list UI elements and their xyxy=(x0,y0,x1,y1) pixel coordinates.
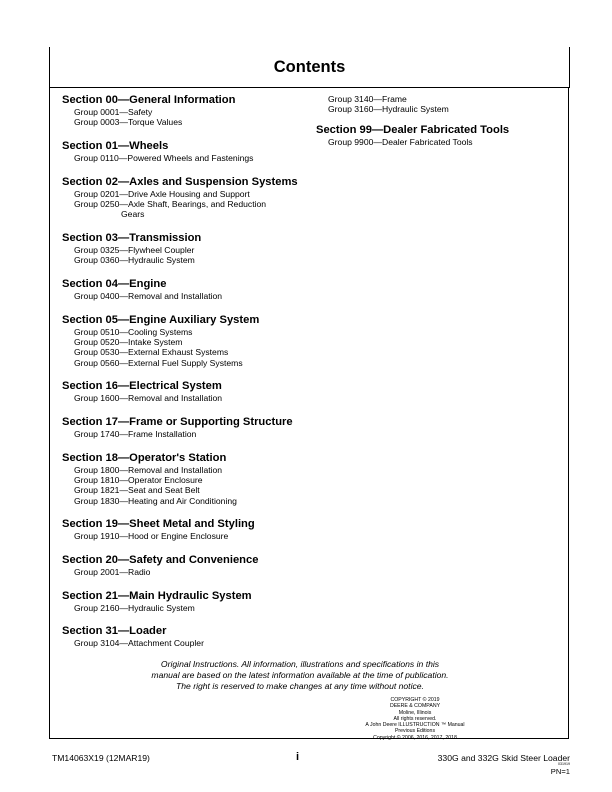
group-0001[interactable]: Group 0001—Safety xyxy=(74,107,153,117)
group-0003[interactable]: Group 0003—Torque Values xyxy=(74,117,183,128)
section-title[interactable]: Section 04—Engine xyxy=(62,278,167,290)
section-title[interactable]: Section 31—Loader xyxy=(62,625,167,638)
footer-product: 330G and 332G Skid Steer Loader xyxy=(437,753,570,763)
page-title: Contents xyxy=(273,58,346,76)
section-17 xyxy=(62,416,312,439)
section-18 xyxy=(62,452,312,507)
copyright-line: A John Deere ILLUSTRUCTION ™ Manual xyxy=(365,722,465,729)
group-0360[interactable]: Group 0360—Hydraulic System xyxy=(74,255,195,266)
group-1830[interactable]: Group 1830—Heating and Air Conditioning xyxy=(74,495,237,506)
footer-doc-id: TM14063X19 (12MAR19) xyxy=(52,753,150,763)
group-0325[interactable]: Group 0325—Flywheel Coupler xyxy=(74,245,195,255)
section-20 xyxy=(62,554,312,577)
frame-right-rule xyxy=(569,47,570,88)
section-01 xyxy=(62,140,312,163)
original-instructions-notice xyxy=(100,659,500,692)
footer-pn: PN=1 xyxy=(550,767,570,776)
group-1910[interactable]: Group 1910—Hood or Engine Enclosure xyxy=(74,531,229,542)
section-title[interactable]: Section 02—Axles and Suspension Systems xyxy=(62,175,298,188)
group-0530[interactable]: Group 0530—External Exhaust Systems xyxy=(74,347,229,358)
section-99 xyxy=(316,124,566,147)
group-0400[interactable]: Group 0400—Removal and Installation xyxy=(74,291,223,301)
section-title[interactable]: Section 99—Dealer Fabricated Tools xyxy=(316,123,510,136)
group-2160[interactable]: Group 2160—Hydraulic System xyxy=(74,602,195,613)
section-title[interactable]: Section 17—Frame or Supporting Structure xyxy=(62,416,293,428)
group-3104[interactable]: Group 3104—Attachment Coupler xyxy=(74,638,204,649)
copyright-line: Moline, Illinois xyxy=(398,709,432,716)
group-0110[interactable]: Group 0110—Powered Wheels and Fastenings xyxy=(74,153,254,163)
group-0250-label: Group 0250—Axle Shaft, Bearings, and Reduction xyxy=(74,199,267,209)
contents-right-column xyxy=(316,94,566,159)
copyright-line: Previous Editions xyxy=(394,728,436,735)
section-title[interactable]: Section 05—Engine Auxiliary System xyxy=(62,313,260,326)
section-02 xyxy=(62,176,312,220)
section-title[interactable]: Section 21—Main Hydraulic System xyxy=(62,589,252,602)
section-21 xyxy=(62,590,312,613)
section-title[interactable]: Section 01—Wheels xyxy=(62,140,169,152)
group-0201[interactable]: Group 0201—Drive Axle Housing and Support xyxy=(74,188,250,199)
section-title[interactable]: Section 19—Sheet Metal and Styling xyxy=(62,518,255,531)
group-0560[interactable]: Group 0560—External Fuel Supply Systems xyxy=(74,357,243,368)
footer-date-code: 031919 xyxy=(558,762,570,766)
copyright-line: Copyright © 2006, 2016, 2017, 2018 xyxy=(373,734,457,741)
copyright-line: COPYRIGHT © 2019 xyxy=(390,697,440,703)
contents-left-column xyxy=(62,94,312,661)
group-0250[interactable] xyxy=(62,199,312,220)
section-19 xyxy=(62,518,312,541)
copyright-line: DEERE & COMPANY xyxy=(389,703,441,710)
section-title[interactable]: Section 16—Electrical System xyxy=(62,380,222,393)
group-3160[interactable]: Group 3160—Hydraulic System xyxy=(328,104,449,115)
group-1600[interactable]: Group 1600—Removal and Installation xyxy=(74,393,223,404)
section-00 xyxy=(62,94,312,128)
group-3140[interactable]: Group 3140—Frame xyxy=(328,94,407,104)
section-03 xyxy=(62,232,312,266)
group-0520[interactable]: Group 0520—Intake System xyxy=(74,337,183,347)
copyright-line: All rights reserved. xyxy=(393,715,437,722)
group-9900[interactable]: Group 9900—Dealer Fabricated Tools xyxy=(328,136,473,147)
notice-line: The right is reserved to make changes at any time without notice. xyxy=(176,681,424,691)
group-1810[interactable]: Group 1810—Operator Enclosure xyxy=(74,475,203,485)
section-31 xyxy=(62,625,312,648)
group-0510[interactable]: Group 0510—Cooling Systems xyxy=(74,326,193,337)
notice-line: manual are based on the latest information available at the time of publication. xyxy=(151,670,449,680)
group-1740[interactable]: Group 1740—Frame Installation xyxy=(74,429,197,439)
section-title[interactable]: Section 20—Safety and Convenience xyxy=(62,554,259,566)
group-2001[interactable]: Group 2001—Radio xyxy=(74,567,151,577)
section-04 xyxy=(62,278,312,301)
section-title[interactable]: Section 03—Transmission xyxy=(62,232,202,244)
section-05 xyxy=(62,314,312,369)
section-title[interactable]: Section 18—Operator's Station xyxy=(62,451,227,464)
group-1800[interactable]: Group 1800—Removal and Installation xyxy=(74,464,223,475)
section-title[interactable]: Section 00—General Information xyxy=(62,94,236,106)
group-0250-continuation: Gears xyxy=(121,209,145,220)
section-16 xyxy=(62,380,312,403)
copyright-block xyxy=(360,697,470,741)
footer-page-number: i xyxy=(296,751,300,763)
section-31-continued xyxy=(316,94,566,115)
group-1821[interactable]: Group 1821—Seat and Seat Belt xyxy=(74,485,200,496)
notice-line: Original Instructions. All information, illustrations and specifications in this xyxy=(160,659,440,669)
